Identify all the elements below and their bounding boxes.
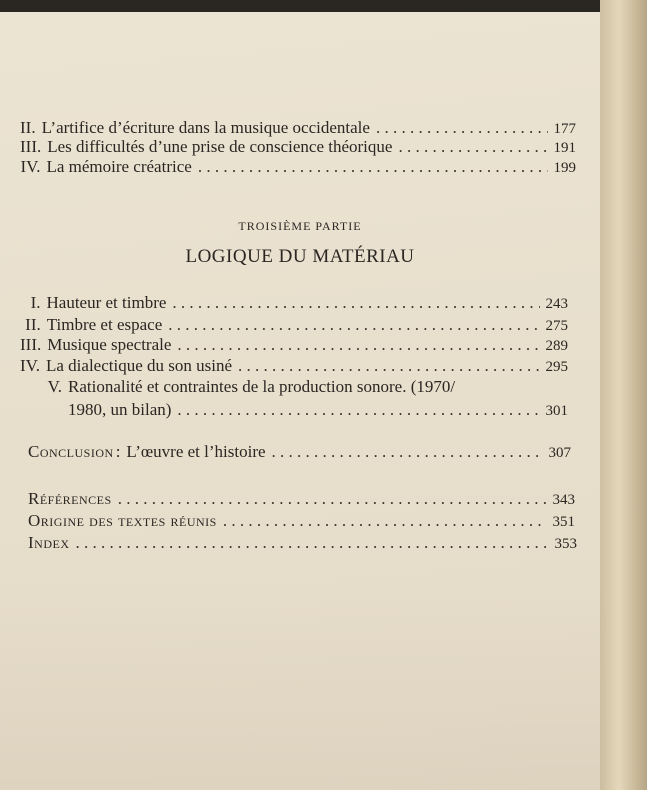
page-number: 343	[552, 492, 575, 508]
page-number: 307	[548, 445, 571, 461]
page-number: 243	[545, 296, 568, 312]
dot-leader	[177, 400, 539, 420]
toc-back-matter[interactable]	[28, 533, 577, 553]
toc-entry[interactable]	[20, 335, 568, 355]
conclusion-title: L’œuvre et l’histoire	[126, 442, 266, 461]
page-number: 177	[553, 121, 576, 137]
toc-entry[interactable]	[20, 118, 576, 138]
page-number: 275	[545, 318, 568, 334]
page-number: 191	[553, 140, 576, 156]
toc-back-matter[interactable]	[28, 511, 575, 531]
toc-entry[interactable]	[20, 356, 568, 376]
chapter-number: III.	[20, 335, 42, 354]
toc-entry[interactable]	[20, 157, 576, 177]
dot-leader	[376, 118, 548, 138]
chapter-number: I.	[30, 293, 41, 312]
page-number: 301	[545, 403, 568, 419]
toc-entry-continuation[interactable]	[68, 400, 568, 420]
chapter-number: II.	[25, 315, 41, 334]
toc-entry[interactable]	[20, 137, 576, 157]
toc-entry[interactable]	[20, 377, 576, 397]
part-title: LOGIQUE DU MATÉRIAU	[185, 246, 415, 267]
chapter-title: Timbre et espace	[46, 315, 163, 334]
chapter-number: IV.	[20, 157, 41, 176]
chapter-number: V.	[47, 377, 62, 396]
chapter-number: IV.	[20, 356, 40, 375]
conclusion-label: Conclusion	[28, 442, 114, 461]
chapter-title: L’artifice d’écriture dans la musique occidentale	[41, 118, 370, 137]
dot-leader	[172, 293, 539, 313]
dot-leader	[168, 315, 539, 335]
chapter-title: La dialectique du son usiné	[46, 356, 233, 375]
chapter-title-continued: 1980, un bilan)	[68, 400, 172, 419]
page-number: 353	[554, 536, 577, 552]
page-number: 295	[545, 359, 568, 375]
dot-leader	[76, 533, 549, 553]
index-title: Index	[28, 533, 70, 552]
bleed-through-shadow	[0, 580, 606, 790]
chapter-title: Les difficultés d’une prise de conscience théorique	[47, 137, 393, 156]
chapter-title: La mémoire créatrice	[46, 157, 192, 176]
dot-leader	[223, 511, 547, 531]
dot-leader	[118, 489, 547, 509]
origin-title: Origine des textes réunis	[28, 511, 217, 530]
chapter-number: III.	[20, 137, 42, 156]
part-label: TROISIÈME PARTIE	[238, 219, 362, 233]
dot-leader	[198, 157, 548, 177]
chapter-title: Musique spectrale	[47, 335, 172, 354]
dot-leader	[272, 442, 543, 462]
page-number: 199	[553, 160, 576, 176]
chapter-number: II.	[20, 118, 36, 137]
toc-back-matter[interactable]	[28, 489, 575, 509]
conclusion-separator: :	[115, 442, 121, 461]
references-title: Références	[28, 489, 112, 508]
chapter-title: Rationalité et contraintes de la production sonore. (1970/	[68, 377, 456, 396]
toc-entry[interactable]	[20, 293, 568, 313]
toc-entry[interactable]	[20, 315, 568, 335]
page-edge	[600, 0, 647, 790]
toc-conclusion[interactable]	[28, 442, 571, 462]
dot-leader	[398, 137, 547, 157]
page-number: 289	[545, 338, 568, 354]
chapter-title: Hauteur et timbre	[46, 293, 167, 312]
page-number: 351	[552, 514, 575, 530]
dot-leader	[177, 335, 539, 355]
dot-leader	[238, 356, 539, 376]
